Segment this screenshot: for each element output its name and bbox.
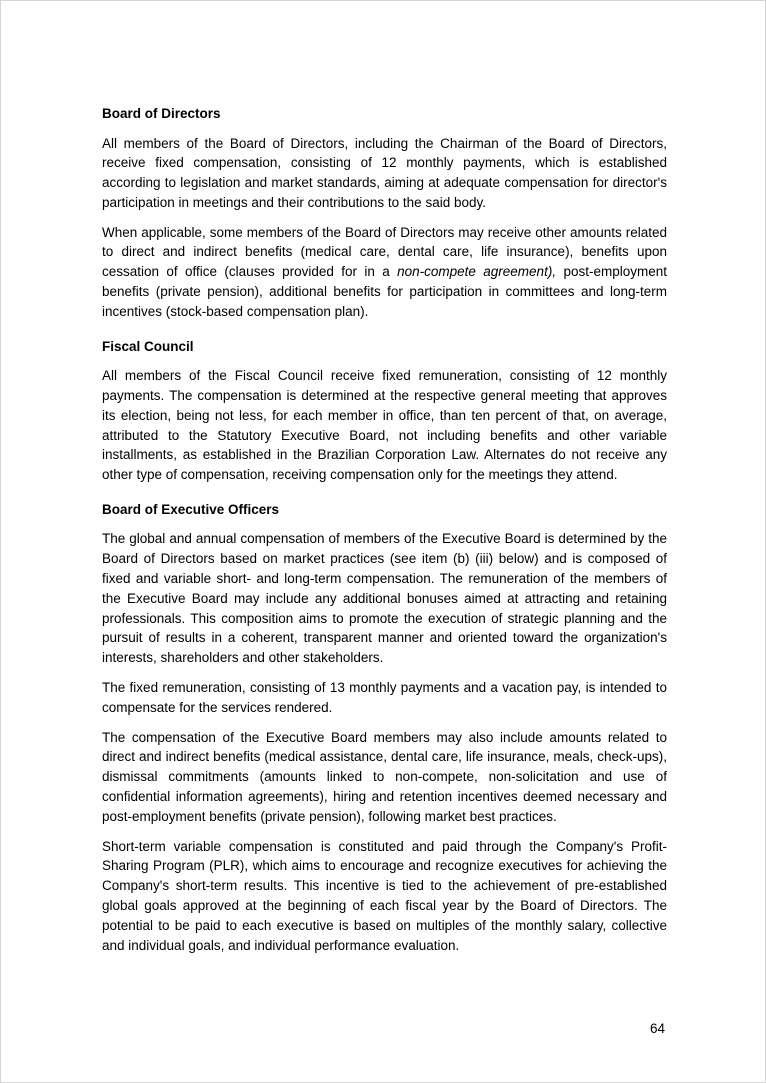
paragraph-text: When applicable, some members of the Board of Directors may receive other amounts related to direct and indirect benefits (medical care, dental care, life insurance), benefits upon cessation of office (clauses provided for in a	[102, 224, 667, 280]
heading-fiscal-council: Fiscal Council	[102, 338, 194, 354]
document-content	[102, 104, 667, 955]
heading-board-of-directors: Board of Directors	[102, 106, 221, 121]
paragraph: The global and annual compensation of members of the Executive Board is determined by the Board of Directors based on market practices (see item (b) (iii) below) and is composed of fixed and variable short- and long-term compensation. The remuneration of the members of the Executive Board may include any additional bonuses aimed at attracting and retaining professionals. This composition aims to promote the execution of strategic planning and the pursuit of results in a coherent, transparent manner and oriented toward the organization's interests, shareholders and other stakeholders.	[102, 531, 667, 666]
paragraph: The fixed remuneration, consisting of 13 monthly payments and a vacation pay, is intended to compensate for the services rendered.	[102, 680, 667, 715]
italic-text: non-compete agreement),	[397, 264, 557, 280]
page-number: 64	[649, 1021, 665, 1036]
paragraph: Short-term variable compensation is constituted and paid through the Company's Profit-Sharing Program (PLR), which aims to encourage and recognize executives for achieving the Company's short-term results. This incentive is tied to the achievement of pre-established global goals approved at the beginning of each fiscal year by the Board of Directors. The potential to be paid to each executive is based on multiples of the monthly salary, collective and individual goals, and individual performance evaluation.	[102, 838, 667, 953]
heading-board-of-executive-officers: Board of Executive Officers	[102, 501, 280, 517]
paragraph: The compensation of the Executive Board members may also include amounts related to direct and indirect benefits (medical assistance, dental care, life insurance, meals, check-ups), dismissal commitments (amounts linked to non-compete, non-solicitation and use of confidential information agreements), hiring and retention incentives deemed necessary and post-employment benefits (private pension), following market best practices.	[102, 729, 667, 824]
section-board-of-directors	[102, 104, 667, 322]
paragraph: All members of the Fiscal Council receive fixed remuneration, consisting of 12 monthly payments. The compensation is determined at the respective general meeting that approves its election, being not less, for each member in office, than ten percent of that, on average, attributed to the Statutory Executive Board, not including benefits and other variable installments, as established in the Brazilian Corporation Law. Alternates do not receive any other type of compensation, receiving compensation only for the meetings they attend.	[102, 368, 667, 483]
paragraph-text: post-employment benefits (private pension), additional benefits for participation in committees and long-term incentives (stock-based compensation plan).	[102, 264, 667, 319]
paragraph	[102, 223, 667, 322]
section-fiscal-council	[102, 337, 667, 485]
paragraph: All members of the Board of Directors, including the Chairman of the Board of Directors, receive fixed compensation, consisting of 12 monthly payments, which is established according to legislation and market standards, aiming at adequate compensation for director's participation in meetings and their contributions to the said body.	[102, 135, 667, 210]
section-board-of-executive-officers	[102, 500, 667, 955]
